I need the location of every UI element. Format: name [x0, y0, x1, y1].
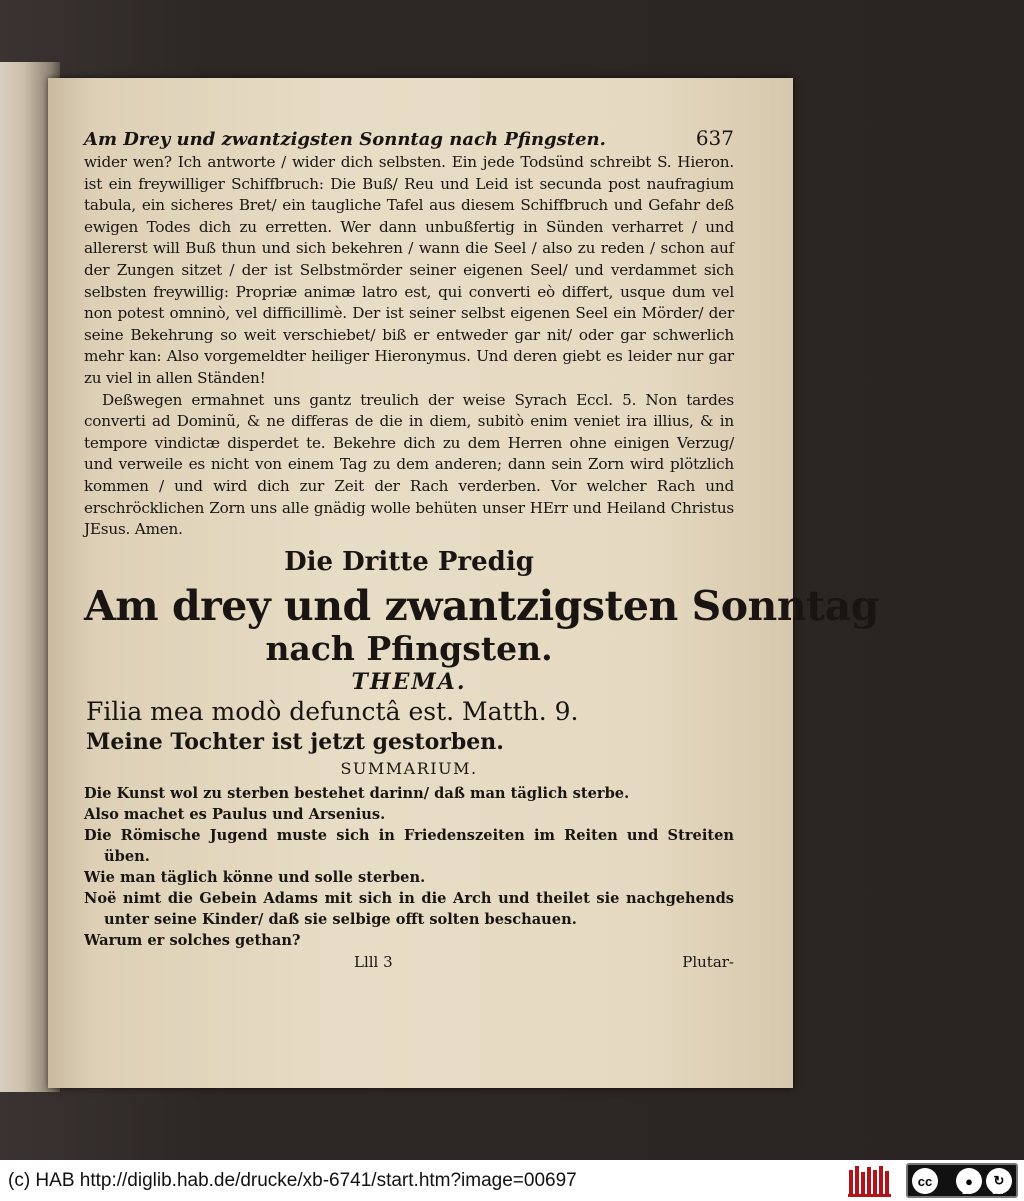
list-item: Warum er solches gethan? — [84, 931, 301, 949]
sermon-title-line2: nach Pfingsten. — [265, 628, 553, 668]
copyright-text: (c) HAB http://diglib.hab.de/drucke/xb-6741/start.htm?image=00697 — [8, 1170, 577, 1191]
share-alike-icon: ↻ — [986, 1168, 1012, 1194]
sermon-title-line1: Am drey und zwantzigsten Sonntag — [84, 581, 879, 630]
latin-verse: Filia mea modò defunctâ est. Matth. 9. — [86, 696, 579, 726]
page-footer — [84, 953, 734, 975]
summary-list — [84, 783, 734, 951]
copyright-bar — [0, 1160, 1024, 1201]
thema-label: THEMA. — [351, 668, 467, 695]
list-item: Die Kunst wol zu sterben bestehet darinn/ daß man täglich sterbe. — [84, 784, 630, 802]
list-item: Wie man täglich könne und solle sterben. — [84, 868, 426, 886]
header-title: Am Drey und zwantzigsten Sonntag nach Pfingsten. — [84, 129, 606, 150]
paragraph-2: Deßwegen ermahnet uns gantz treulich der weise Syrach Eccl. 5. Non tardes converti ad Dominũ, & ne differas de die in diem, subitò enim veniet ira illius, & in tempore vindictæ disperdet te. Bekehre dich zu dem Herren ohne einigen Verzug/ und verweile es nicht von einem Tag zu dem anderen; dann sein Zorn wird plötzlich kommen / und wird dich zur Zeit der Rach verderben. Vor welcher Rach und erschröcklichen Zorn uns alle gnädig wolle behüten unser HErr und Heiland Christus JEsus. Amen. — [84, 390, 734, 539]
german-verse: Meine Tochter ist jetzt gestorben. — [86, 728, 504, 755]
attribution-icon: ● — [956, 1168, 982, 1194]
signature-mark: Llll 3 — [354, 952, 393, 971]
list-item: Also machet es Paulus und Arsenius. — [84, 805, 386, 823]
list-item: Die Römische Jugend muste sich in Friedenszeiten im Reiten und Streiten üben. — [84, 826, 734, 865]
list-item: Noë nimt die Gebein Adams mit sich in die Arch und theilet sie nachgehends unter seine Kinder/ daß sie selbige offt solten beschauen. — [84, 889, 734, 928]
license-by-label: BY — [962, 1187, 974, 1196]
sermon-heading: Die Dritte Predig — [284, 546, 534, 577]
page-number: 637 — [695, 126, 734, 150]
license-sa-label: SA — [992, 1187, 1004, 1196]
catchword: Plutar- — [682, 952, 734, 971]
book-page — [48, 78, 879, 1088]
body-text — [84, 152, 734, 541]
paragraph-1: wider wen? Ich antworte / wider dich selbsten. Ein jede Todsünd schreibt S. Hieron. ist ein freywilliger Schiffbruch: Die Buß/ Reu und Leid ist secunda post naufragium tabula, ein sicheres Bret/ ein taugliche Tafel aus diesem Schiffbruch und Gefahr deß ewigen Todes dich zu erretten. Wer dann unbußfertig in Sünden verharret / und allererst will Buß thun und sich bekehren / wann die Seel / also zu reden / schon auf der Zungen sitzet / der ist Selbstmörder seiner eigenen Seel/ und verdammet sich selbsten freywillig: Propriæ animæ latro est, qui converti eò differt, usque dum vel non potest omninò, vel difficillimè. Der ist seiner selbst eigenen Seel ein Mörder/ der seine Bekehrung so weit verschiebet/ biß er entweder gar nit/ oder gar schwerlich mehr kan: Also vorgemeldter heiliger Hieronymus. Und deren giebt es leider nur gar zu viel in allen Ständen! — [84, 153, 734, 387]
running-header — [84, 126, 734, 152]
cc-icon: cc — [912, 1168, 938, 1194]
hab-logo-icon — [848, 1164, 894, 1198]
page-content — [84, 126, 879, 975]
summarium-label: SUMMARIUM. — [340, 758, 478, 778]
cc-license-badge[interactable] — [906, 1163, 1018, 1198]
